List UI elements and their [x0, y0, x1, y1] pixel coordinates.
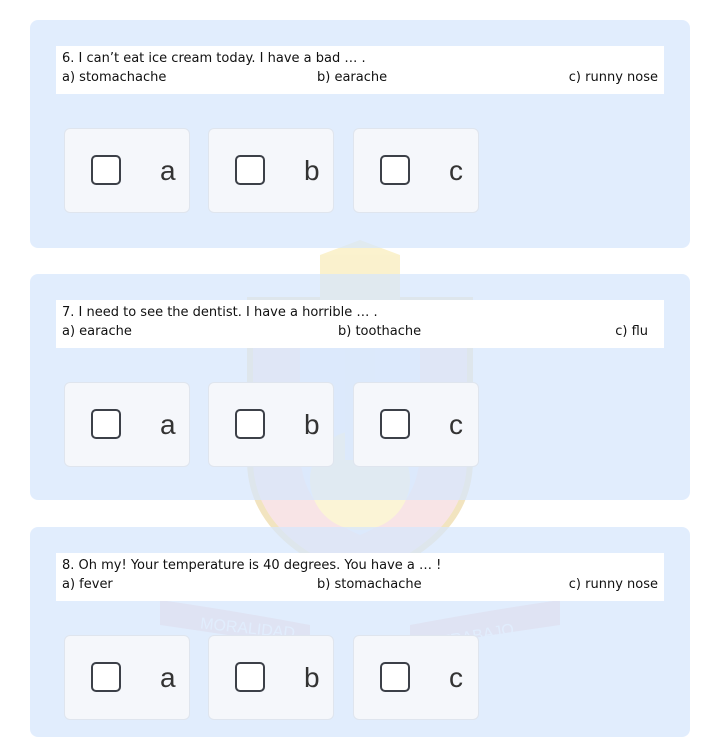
answer-tile-c[interactable] — [353, 128, 479, 213]
choice-label: b — [304, 409, 320, 440]
option-c: c) runny nose — [568, 577, 658, 592]
choice-label: a — [160, 155, 176, 186]
question-text: 6. I can’t eat ice cream today. I have a bad … . — [62, 51, 366, 66]
checkbox[interactable] — [235, 409, 265, 439]
option-c: c) runny nose — [568, 70, 658, 85]
choice-label: b — [304, 662, 320, 693]
option-b: b) earache — [317, 70, 388, 85]
question-box — [56, 300, 664, 348]
answer-tile-b[interactable] — [208, 382, 334, 467]
option-a: a) stomachache — [62, 70, 167, 85]
choice-label: c — [449, 662, 463, 693]
choice-label: a — [160, 662, 176, 693]
answer-tile-a[interactable] — [64, 635, 190, 720]
option-a: a) fever — [62, 577, 113, 592]
answer-tile-b[interactable] — [208, 128, 334, 213]
checkbox[interactable] — [380, 409, 410, 439]
answer-tile-c[interactable] — [353, 635, 479, 720]
checkbox[interactable] — [235, 662, 265, 692]
answer-tile-b[interactable] — [208, 635, 334, 720]
option-c: c) flu — [615, 324, 648, 339]
question-text: 7. I need to see the dentist. I have a horrible … . — [62, 305, 378, 320]
option-a: a) earache — [62, 324, 132, 339]
question-box — [56, 553, 664, 601]
question-card-6 — [30, 20, 690, 248]
choice-label: c — [449, 155, 463, 186]
checkbox[interactable] — [380, 155, 410, 185]
checkbox[interactable] — [235, 155, 265, 185]
checkbox[interactable] — [91, 662, 121, 692]
question-card-7 — [30, 274, 690, 500]
answer-tile-a[interactable] — [64, 382, 190, 467]
checkbox[interactable] — [91, 409, 121, 439]
choice-label: b — [304, 155, 320, 186]
option-b: b) toothache — [338, 324, 422, 339]
question-text: 8. Oh my! Your temperature is 40 degrees. You have a … ! — [62, 558, 442, 573]
choice-label: a — [160, 409, 176, 440]
checkbox[interactable] — [380, 662, 410, 692]
answer-tile-c[interactable] — [353, 382, 479, 467]
question-card-8 — [30, 527, 690, 737]
option-b: b) stomachache — [317, 577, 422, 592]
answer-tile-a[interactable] — [64, 128, 190, 213]
checkbox[interactable] — [91, 155, 121, 185]
choice-label: c — [449, 409, 463, 440]
question-box — [56, 46, 664, 94]
